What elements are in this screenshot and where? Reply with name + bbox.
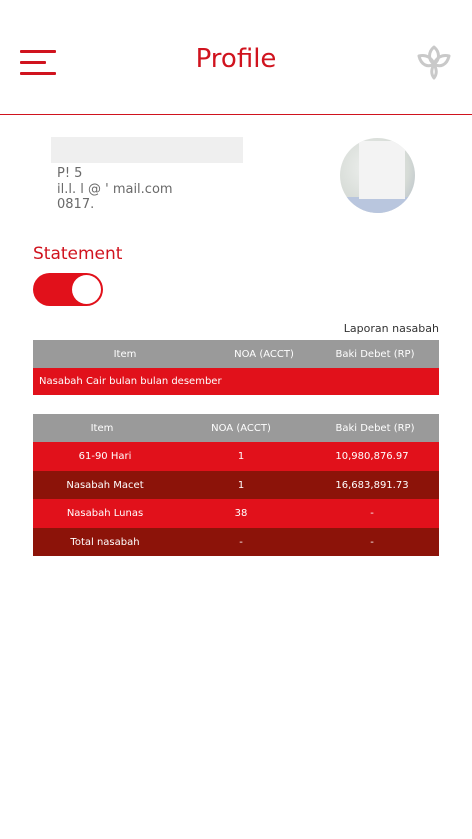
- table-header: [33, 340, 439, 368]
- row-item: Nasabah Lunas: [66, 508, 144, 519]
- profile-name-redacted: [51, 137, 243, 163]
- table-row[interactable]: [33, 442, 439, 471]
- avatar[interactable]: [340, 138, 415, 213]
- table-nasabah-cair: [33, 340, 439, 395]
- row-noa: 38: [234, 508, 248, 519]
- table-header: [33, 414, 439, 442]
- laporan-label: Laporan nasabah: [343, 322, 439, 335]
- header-noa: NOA (ACCT): [234, 348, 294, 360]
- page-title: Profile: [195, 44, 277, 74]
- row-baki: 16,683,891.73: [335, 479, 409, 491]
- trefoil-logo-icon: [416, 44, 452, 80]
- table-row[interactable]: [33, 368, 439, 395]
- header-item: Item: [113, 348, 137, 360]
- header-baki: Baki Debet (RP): [335, 348, 415, 360]
- app-header: [0, 0, 472, 115]
- profile-email: il.l. l @ ' mail.com: [57, 182, 173, 197]
- row-baki: 10,980,876.97: [335, 451, 409, 462]
- table-row[interactable]: [33, 528, 439, 556]
- table-row[interactable]: [33, 471, 439, 499]
- profile-line-1: P! 5: [57, 166, 83, 181]
- row-item: Nasabah Macet: [66, 479, 144, 491]
- table-laporan: [33, 414, 439, 556]
- note-cell: Nasabah Cair bulan bulan desember: [39, 376, 222, 387]
- row-noa: -: [239, 536, 243, 548]
- statement-toggle[interactable]: [33, 273, 103, 306]
- profile-phone: 0817.: [57, 197, 95, 212]
- header-item: Item: [90, 422, 114, 434]
- row-noa: 1: [237, 451, 245, 462]
- header-noa: NOA (ACCT): [211, 422, 271, 434]
- table-row[interactable]: [33, 499, 439, 528]
- toggle-knob: [72, 275, 101, 304]
- row-item: 61-90 Hari: [78, 451, 132, 462]
- row-noa: 1: [237, 479, 245, 491]
- row-baki: -: [370, 508, 374, 519]
- statement-label: Statement: [33, 244, 123, 264]
- row-baki: -: [370, 536, 374, 548]
- row-item: Total nasabah: [70, 536, 140, 548]
- header-baki: Baki Debet (RP): [335, 422, 415, 434]
